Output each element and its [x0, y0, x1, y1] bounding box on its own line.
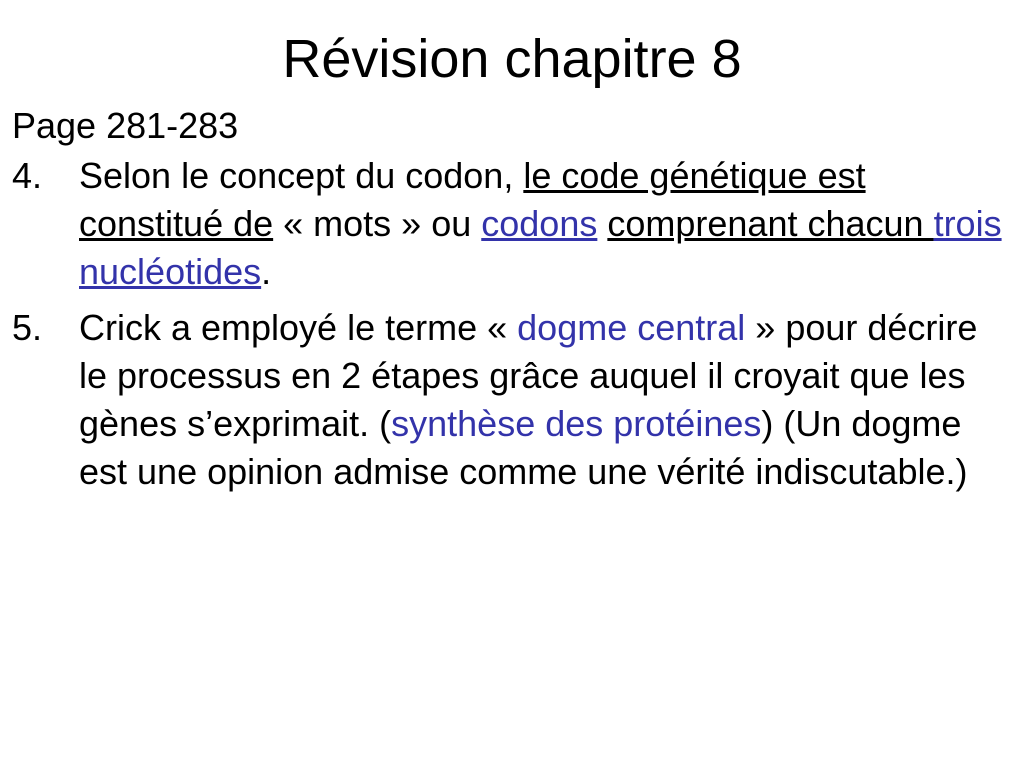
text-segment: [597, 203, 607, 244]
text-segment: » pour décrire le processus en 2 étapes grâce auquel il croyait que les gènes s’exprimait. (: [79, 307, 978, 444]
answer-codons: codons: [481, 203, 598, 244]
slide-content: [12, 102, 1002, 504]
text-segment: .: [261, 251, 272, 292]
item-text: [79, 307, 977, 492]
slide-title: Révision chapitre 8: [282, 29, 742, 89]
answer-trois-nucleotides: trois nucléotides: [79, 203, 1002, 292]
item-number: 5.: [12, 307, 43, 348]
list-item-5: [12, 304, 1002, 496]
text-segment: ) (Un dogme est une opinion admise comme une vérité indiscutable.): [79, 403, 968, 492]
answer-synthese-proteines: synthèse des protéines: [391, 403, 762, 444]
list-item-4: [12, 152, 1002, 296]
item-number: 4.: [12, 155, 43, 196]
text-segment: Crick a employé le terme «: [79, 307, 518, 348]
item-text: [79, 155, 1002, 292]
answer-dogme-central: dogme central: [517, 307, 746, 348]
underlined-phrase: comprenant chacun: [607, 203, 934, 244]
text-segment: « mots » ou: [273, 203, 482, 244]
page-range: Page 281-283: [12, 105, 239, 146]
text-segment: Selon le concept du codon,: [79, 155, 524, 196]
underlined-phrase: le code génétique est constitué de: [79, 155, 866, 244]
